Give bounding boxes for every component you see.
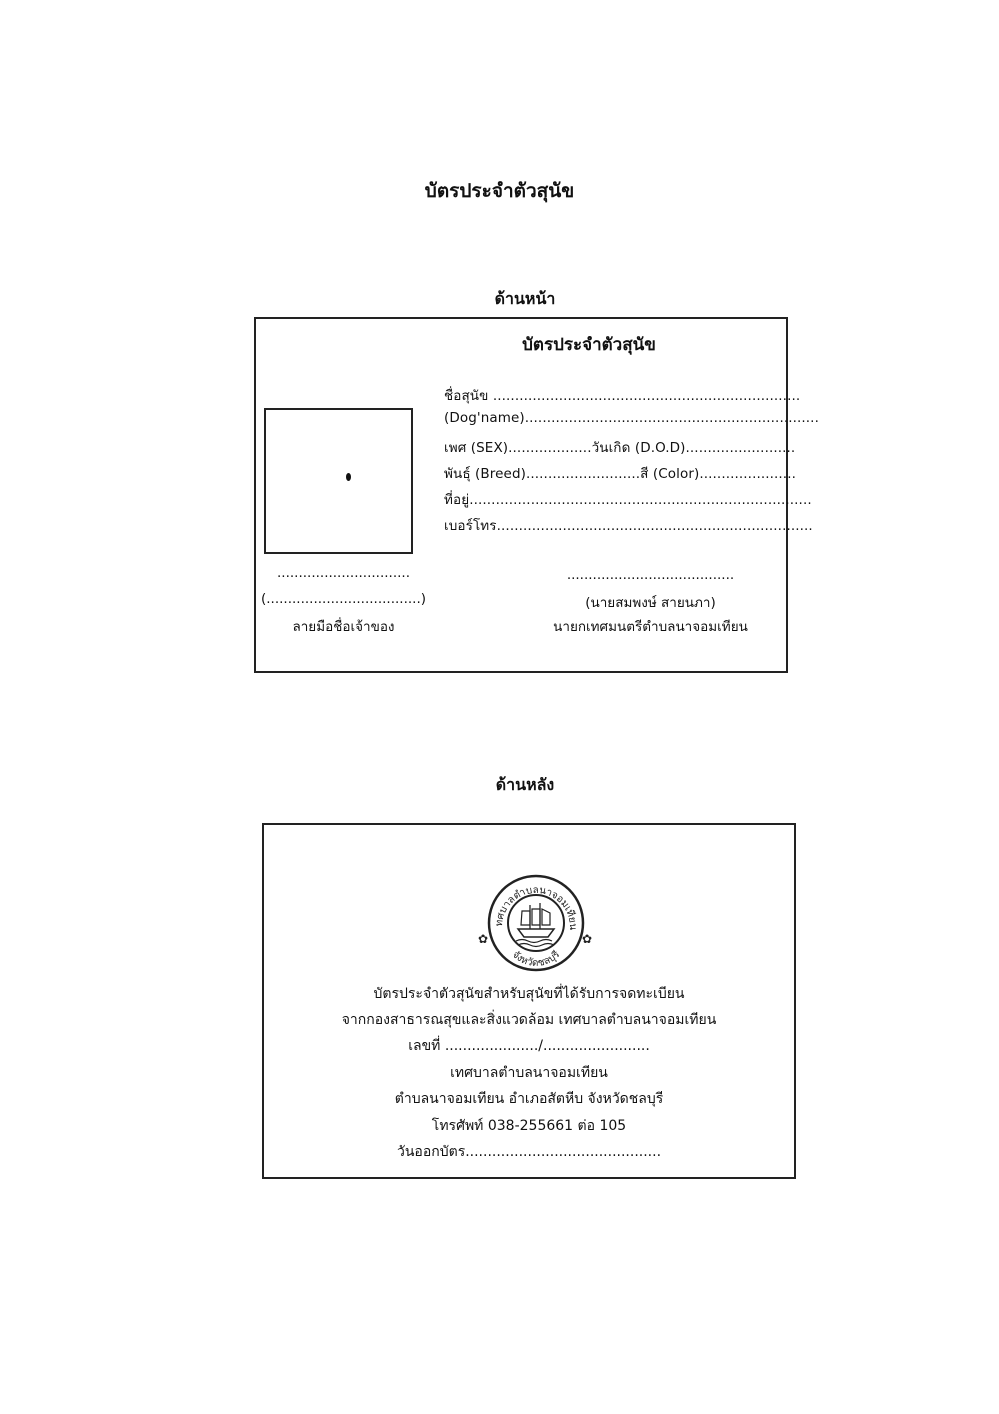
field-breed-color: พันธุ์ (Breed)..........................สี (Color)......................: [444, 466, 796, 482]
back-line-issue-date: วันออกบัตร............................................: [396, 1144, 662, 1160]
photo-box: [264, 408, 413, 554]
field-phone: เบอร์โทร........................................................................: [444, 518, 813, 534]
owner-signature-line: ...............................: [276, 565, 411, 581]
card-front-title: บัตรประจำตัวสุนัข: [522, 335, 656, 355]
field-sex-dob: เพศ (SEX)...................วันเกิด (D.O.D).........................: [444, 440, 796, 456]
field-dog-name-en: (Dog'name)...................................................................: [444, 410, 819, 426]
mayor-position: นายกเทศมนตรีตำบลนาจอมเทียน: [553, 619, 748, 635]
front-side-label: ด้านหน้า: [494, 289, 556, 308]
back-line-registration-no: เลขที่ ...................../........................: [408, 1038, 650, 1054]
photo-dot: [346, 473, 351, 481]
svg-text:✿: ✿: [582, 932, 593, 946]
seal-bottom-text: จังหวัดชลบุรี: [509, 949, 563, 969]
back-side-label: ด้านหลัง: [495, 775, 555, 794]
page-title: บัตรประจำตัวสุนัข: [424, 180, 575, 202]
back-line-1: บัตรประจำตัวสุนัขสำหรับสุนัขที่ได้รับการจดทะเบียน: [373, 986, 685, 1002]
mayor-name: (นายสมพงษ์ สายนภา): [585, 595, 716, 611]
municipality-seal-icon: [474, 871, 598, 975]
field-dog-name: ชื่อสุนัข ......................................................................: [444, 388, 801, 404]
seal-top-text: ทศบาลตำบลนาจอมเทียน: [493, 884, 579, 931]
back-line-address: ตำบลนาจอมเทียน อำเภอสัตหีบ จังหวัดชลบุรี: [394, 1091, 664, 1107]
mayor-signature-line: .......................................: [566, 567, 735, 583]
owner-signature-caption: ลายมือชื่อเจ้าของ: [292, 619, 395, 635]
card-front: [254, 317, 819, 673]
back-line-4: เทศบาลตำบลนาจอมเทียน: [450, 1065, 608, 1081]
svg-text:✿: ✿: [478, 932, 489, 946]
back-line-2: จากกองสาธารณสุขและสิ่งแวดล้อม เทศบาลตำบลนาจอมเทียน: [341, 1012, 717, 1028]
back-line-phone: โทรศัพท์ 038-255661 ต่อ 105: [431, 1118, 627, 1134]
card-back: [262, 823, 796, 1179]
owner-signature-paren: (....................................): [261, 591, 427, 607]
field-address: ที่อยู่..............................................................................: [444, 492, 812, 508]
